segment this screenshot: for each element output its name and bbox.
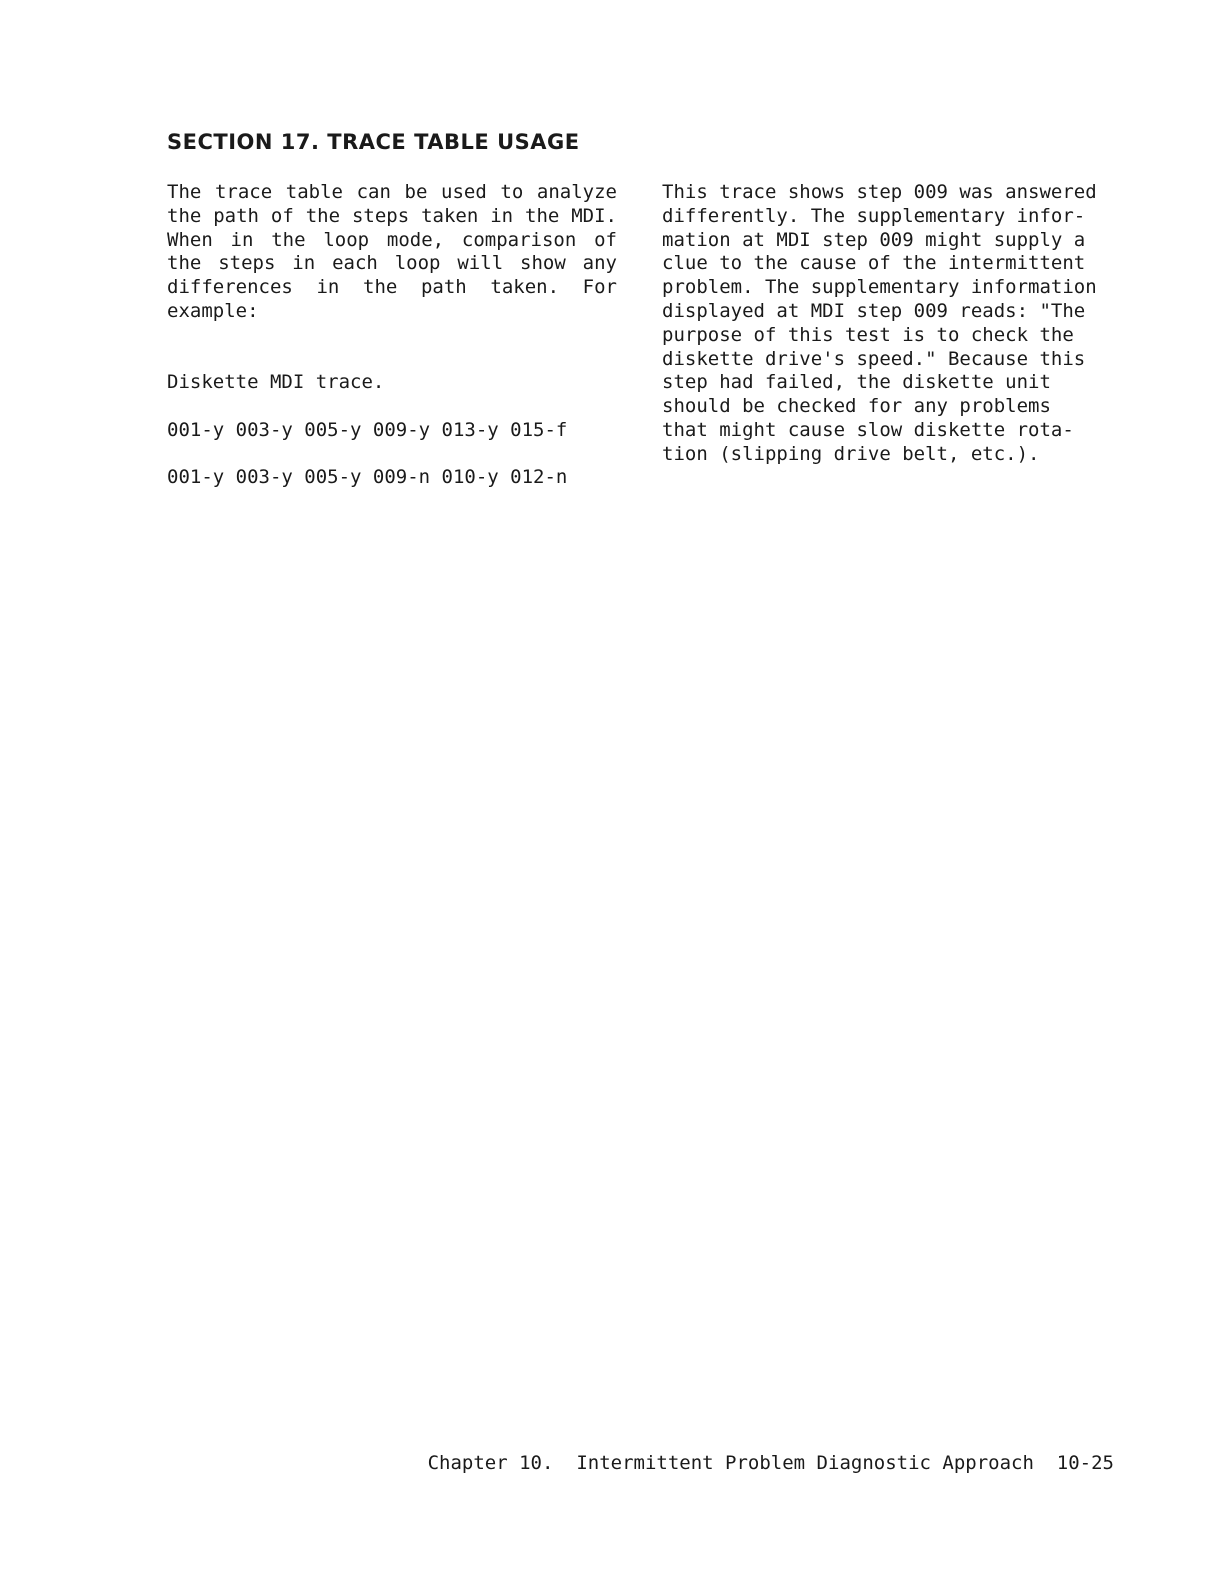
trace-line-1: 001-y 003-y 005-y 009-y 013-y 015-f (167, 419, 568, 441)
right-paragraph-line: purpose of this test is to check the (662, 323, 1074, 346)
page-footer (428, 1452, 1114, 1474)
right-paragraph-line: mation at MDI step 009 might supply a (662, 228, 1086, 251)
trace-caption: Diskette MDI trace. (167, 371, 385, 393)
trace-line-2: 001-y 003-y 005-y 009-n 010-y 012-n (167, 466, 568, 488)
right-paragraph-line: This trace shows step 009 was answered (662, 181, 1097, 203)
footer-chapter-title: Intermittent Problem Diagnostic Approach (576, 1452, 1034, 1474)
right-paragraph-line: problem. The supplementary information (662, 276, 1097, 299)
right-column (662, 181, 1114, 467)
right-paragraph-line: should be checked for any problems (662, 395, 1051, 418)
right-paragraph-line: diskette drive's speed." Because this (662, 347, 1086, 370)
page-number: 10-25 (1056, 1452, 1114, 1474)
right-paragraph-line: clue to the cause of the intermittent (662, 252, 1086, 275)
right-paragraph-line: step had failed, the diskette unit (662, 371, 1051, 394)
left-column (167, 181, 617, 324)
section-heading: SECTION 17. TRACE TABLE USAGE (167, 130, 580, 154)
right-paragraph-line: displayed at MDI step 009 reads: "The (662, 299, 1086, 322)
right-paragraph-line: differently. The supplementary infor- (662, 204, 1086, 227)
footer-chapter: Chapter 10. (427, 1452, 554, 1474)
right-paragraph-line: tion (slipping drive belt, etc.). (662, 442, 1040, 465)
right-paragraph-line: that might cause slow diskette rota- (662, 418, 1074, 441)
intro-paragraph: The trace table can be used to analyze the path of the steps taken in the MDI. When in the loop mode, comparison of the steps in each loop will show any differences in the path taken. For example: (167, 181, 617, 322)
